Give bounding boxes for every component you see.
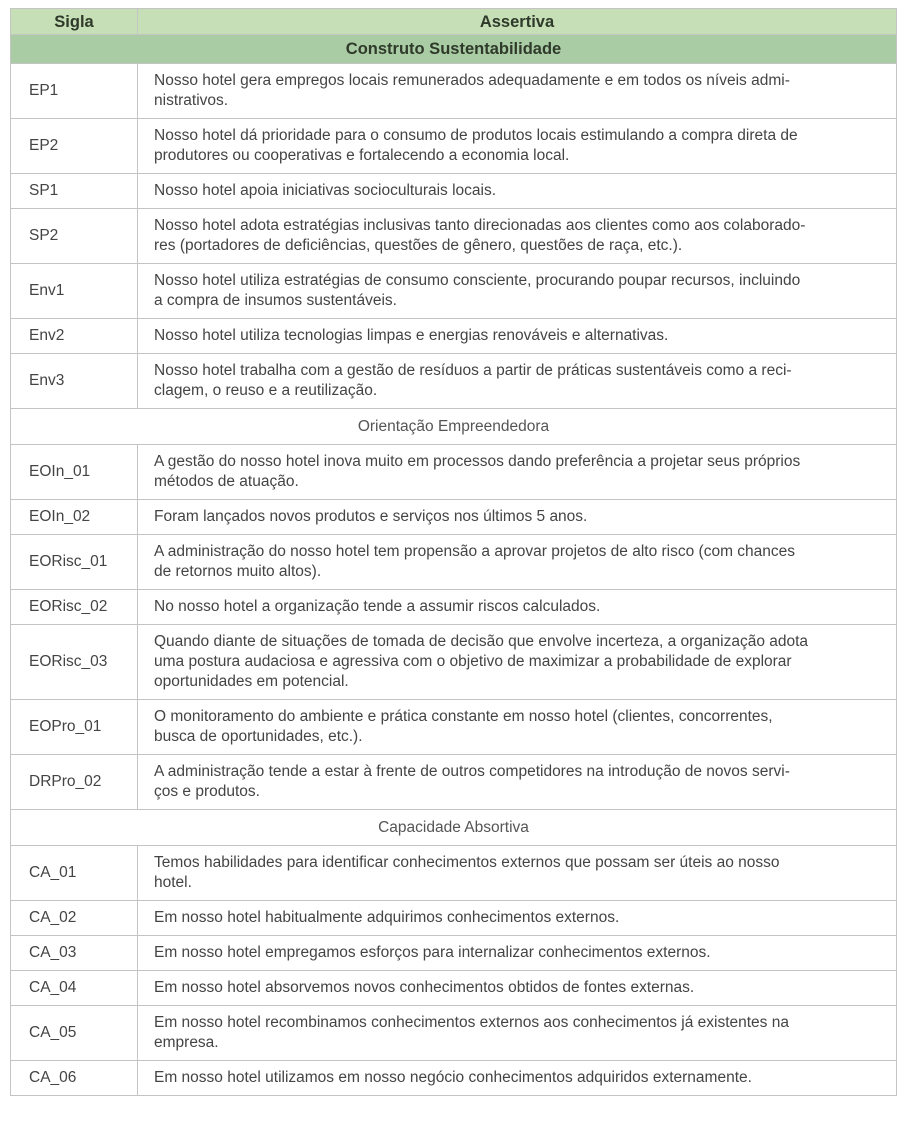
sigla-cell: EORisc_02 [11, 590, 138, 625]
sigla-cell: CA_02 [11, 901, 138, 936]
sigla-cell: Env3 [11, 354, 138, 409]
sigla-cell: EP1 [11, 64, 138, 119]
header-assertiva: Assertiva [138, 9, 897, 35]
section-row [11, 35, 897, 64]
assertiva-cell: Em nosso hotel absorvemos novos conhecimentos obtidos de fontes externas. [138, 971, 897, 1006]
table-row [11, 354, 897, 409]
sigla-cell: Env1 [11, 264, 138, 319]
table-row [11, 700, 897, 755]
sigla-cell: DRPro_02 [11, 755, 138, 810]
sigla-cell: CA_06 [11, 1061, 138, 1096]
table-row [11, 319, 897, 354]
table-row [11, 209, 897, 264]
table-row [11, 445, 897, 500]
assertiva-cell: A administração tende a estar à frente de outros competidores na introdução de novos servi- ços e produtos. [138, 755, 897, 810]
constructs-table [10, 8, 897, 1096]
section-title: Orientação Empreendedora [11, 409, 897, 445]
assertiva-cell: Quando diante de situações de tomada de decisão que envolve incerteza, a organização adota uma postura audaciosa e agressiva com o objetivo de maximizar a probabilidade de explorar oportunidades em potencial. [138, 625, 897, 700]
header-sigla: Sigla [11, 9, 138, 35]
section-title: Construto Sustentabilidade [11, 35, 897, 64]
assertiva-cell: Temos habilidades para identificar conhecimentos externos que possam ser úteis ao nosso hotel. [138, 846, 897, 901]
table-row [11, 64, 897, 119]
table-row [11, 846, 897, 901]
table-row [11, 1006, 897, 1061]
assertiva-cell: No nosso hotel a organização tende a assumir riscos calculados. [138, 590, 897, 625]
table-row [11, 119, 897, 174]
header-row [11, 9, 897, 35]
section-row [11, 810, 897, 846]
assertiva-cell: Em nosso hotel recombinamos conhecimentos externos aos conhecimentos já existentes na empresa. [138, 1006, 897, 1061]
assertiva-cell: Nosso hotel trabalha com a gestão de resíduos a partir de práticas sustentáveis como a reci- clagem, o reuso e a reutilização. [138, 354, 897, 409]
assertiva-cell: Foram lançados novos produtos e serviços nos últimos 5 anos. [138, 500, 897, 535]
sigla-cell: EOIn_02 [11, 500, 138, 535]
assertiva-cell: O monitoramento do ambiente e prática constante em nosso hotel (clientes, concorrentes, busca de oportunidades, etc.). [138, 700, 897, 755]
assertiva-cell: Em nosso hotel utilizamos em nosso negócio conhecimentos adquiridos externamente. [138, 1061, 897, 1096]
sigla-cell: CA_03 [11, 936, 138, 971]
sigla-cell: SP1 [11, 174, 138, 209]
sigla-cell: CA_05 [11, 1006, 138, 1061]
assertiva-cell: Nosso hotel apoia iniciativas socioculturais locais. [138, 174, 897, 209]
sigla-cell: CA_04 [11, 971, 138, 1006]
section-title: Capacidade Absortiva [11, 810, 897, 846]
assertiva-cell: A administração do nosso hotel tem propensão a aprovar projetos de alto risco (com chances de retornos muito altos). [138, 535, 897, 590]
sigla-cell: EP2 [11, 119, 138, 174]
table-row [11, 264, 897, 319]
sigla-cell: Env2 [11, 319, 138, 354]
sigla-cell: CA_01 [11, 846, 138, 901]
table-row [11, 901, 897, 936]
assertiva-cell: Em nosso hotel empregamos esforços para internalizar conhecimentos externos. [138, 936, 897, 971]
sigla-cell: EORisc_01 [11, 535, 138, 590]
table-row [11, 971, 897, 1006]
table-row [11, 936, 897, 971]
assertiva-cell: A gestão do nosso hotel inova muito em processos dando preferência a projetar seus próprios métodos de atuação. [138, 445, 897, 500]
assertiva-cell: Nosso hotel utiliza tecnologias limpas e energias renováveis e alternativas. [138, 319, 897, 354]
sigla-cell: SP2 [11, 209, 138, 264]
assertiva-cell: Nosso hotel adota estratégias inclusivas tanto direcionadas aos clientes como aos colaborado- res (portadores de deficiências, questões de gênero, questões de raça, etc.). [138, 209, 897, 264]
table-row [11, 500, 897, 535]
section-row [11, 409, 897, 445]
table-row [11, 625, 897, 700]
assertiva-cell: Nosso hotel gera empregos locais remunerados adequadamente e em todos os níveis admi- nistrativos. [138, 64, 897, 119]
sigla-cell: EOPro_01 [11, 700, 138, 755]
table-row [11, 1061, 897, 1096]
assertiva-cell: Nosso hotel dá prioridade para o consumo de produtos locais estimulando a compra direta de produtores ou cooperativas e fortalecendo a economia local. [138, 119, 897, 174]
table-row [11, 590, 897, 625]
sigla-cell: EORisc_03 [11, 625, 138, 700]
table-row [11, 535, 897, 590]
assertiva-cell: Em nosso hotel habitualmente adquirimos conhecimentos externos. [138, 901, 897, 936]
table-row [11, 174, 897, 209]
table-row [11, 755, 897, 810]
sigla-cell: EOIn_01 [11, 445, 138, 500]
assertiva-cell: Nosso hotel utiliza estratégias de consumo consciente, procurando poupar recursos, incluindo a compra de insumos sustentáveis. [138, 264, 897, 319]
